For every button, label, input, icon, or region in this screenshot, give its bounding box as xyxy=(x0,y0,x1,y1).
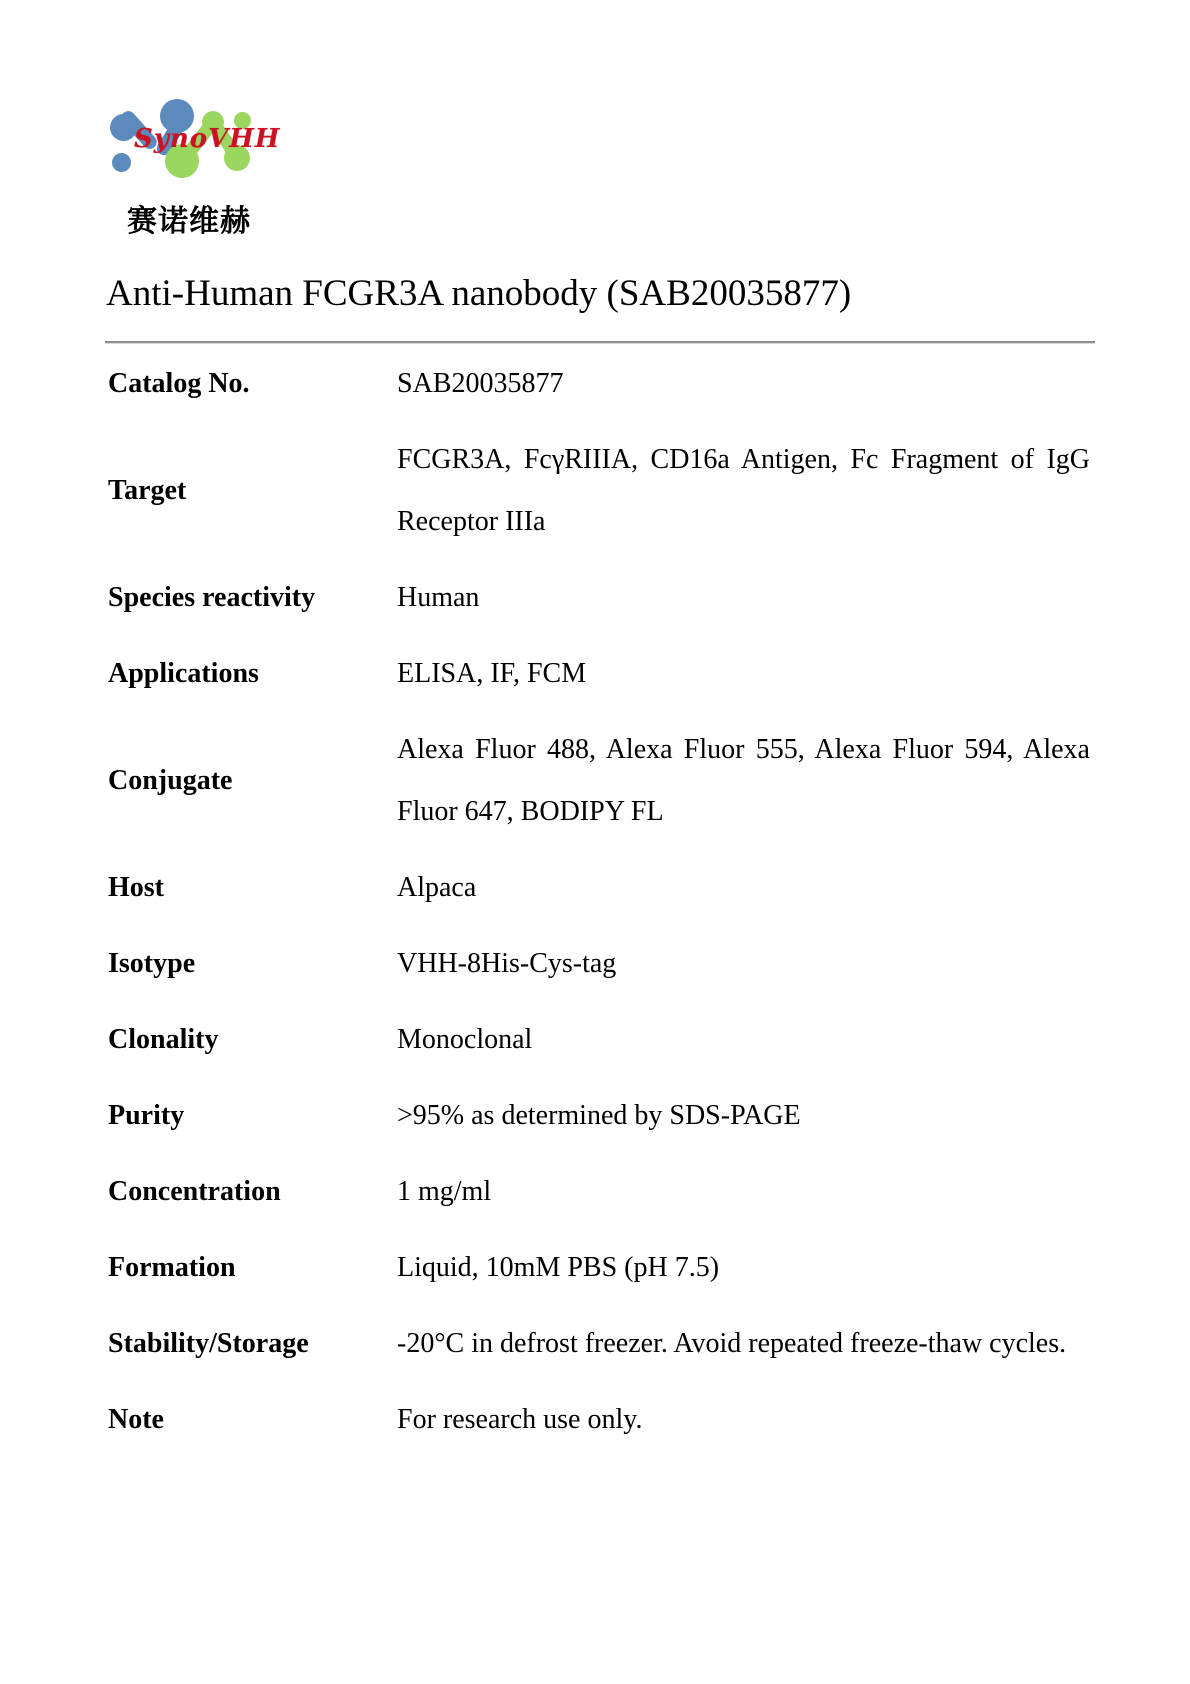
company-logo xyxy=(108,95,328,238)
row-value: Liquid, 10mM PBS (pH 7.5) xyxy=(397,1252,720,1283)
row-value: VHH-8His-Cys-tag xyxy=(397,948,617,979)
row-value: 1 mg/ml xyxy=(397,1176,492,1207)
logo-brand-script: SynoVHH xyxy=(134,124,281,154)
logo-blobs-icon xyxy=(108,95,281,187)
table-row xyxy=(108,1237,1090,1299)
row-value: Alpaca xyxy=(397,872,477,903)
table-row xyxy=(108,567,1090,629)
row-label: Clonality xyxy=(108,1024,219,1055)
row-label: Host xyxy=(108,872,164,903)
row-label: Target xyxy=(108,475,187,506)
row-value: >95% as determined by SDS-PAGE xyxy=(397,1100,801,1131)
table-row xyxy=(108,1313,1090,1375)
table-row xyxy=(108,857,1090,919)
row-label: Conjugate xyxy=(108,765,233,796)
row-label: Formation xyxy=(108,1252,236,1283)
row-value: Human xyxy=(397,582,480,613)
logo-blue-blob-icon xyxy=(112,153,131,172)
row-value: SAB20035877 xyxy=(397,368,564,399)
row-value: ELISA, IF, FCM xyxy=(397,658,587,689)
logo-brand-chinese: 赛诺维赫 xyxy=(127,204,251,239)
table-row xyxy=(108,643,1090,705)
spec-table xyxy=(108,353,1090,1465)
row-value: For research use only. xyxy=(397,1404,643,1435)
title-divider xyxy=(105,341,1095,344)
row-value: -20°C in defrost freezer. Avoid repeated freeze-thaw cycles. xyxy=(397,1328,1067,1359)
table-row xyxy=(108,429,1090,553)
table-row xyxy=(108,719,1090,843)
table-row xyxy=(108,1085,1090,1147)
row-value: Alexa Fluor 488, Alexa Fluor 555, Alexa Fluor 594, Alexa Fluor 647, BODIPY FL xyxy=(397,734,1090,827)
table-row xyxy=(108,1009,1090,1071)
row-label: Note xyxy=(108,1404,164,1435)
table-row xyxy=(108,353,1090,415)
row-value: FCGR3A, FcγRIIIA, CD16a Antigen, Fc Fragment of IgG Receptor IIIa xyxy=(397,444,1090,537)
table-row xyxy=(108,1161,1090,1223)
table-row xyxy=(108,933,1090,995)
logo-blue-blob-icon xyxy=(110,114,137,141)
table-row xyxy=(108,1389,1090,1451)
row-label: Purity xyxy=(108,1100,185,1131)
row-label: Applications xyxy=(108,658,259,689)
row-value: Monoclonal xyxy=(397,1024,533,1055)
row-label: Concentration xyxy=(108,1176,281,1207)
row-label: Stability/Storage xyxy=(108,1328,309,1359)
row-label: Isotype xyxy=(108,948,196,979)
row-label: Species reactivity xyxy=(108,582,316,613)
page-title: Anti-Human FCGR3A nanobody (SAB20035877) xyxy=(106,273,852,314)
row-label: Catalog No. xyxy=(108,368,250,399)
